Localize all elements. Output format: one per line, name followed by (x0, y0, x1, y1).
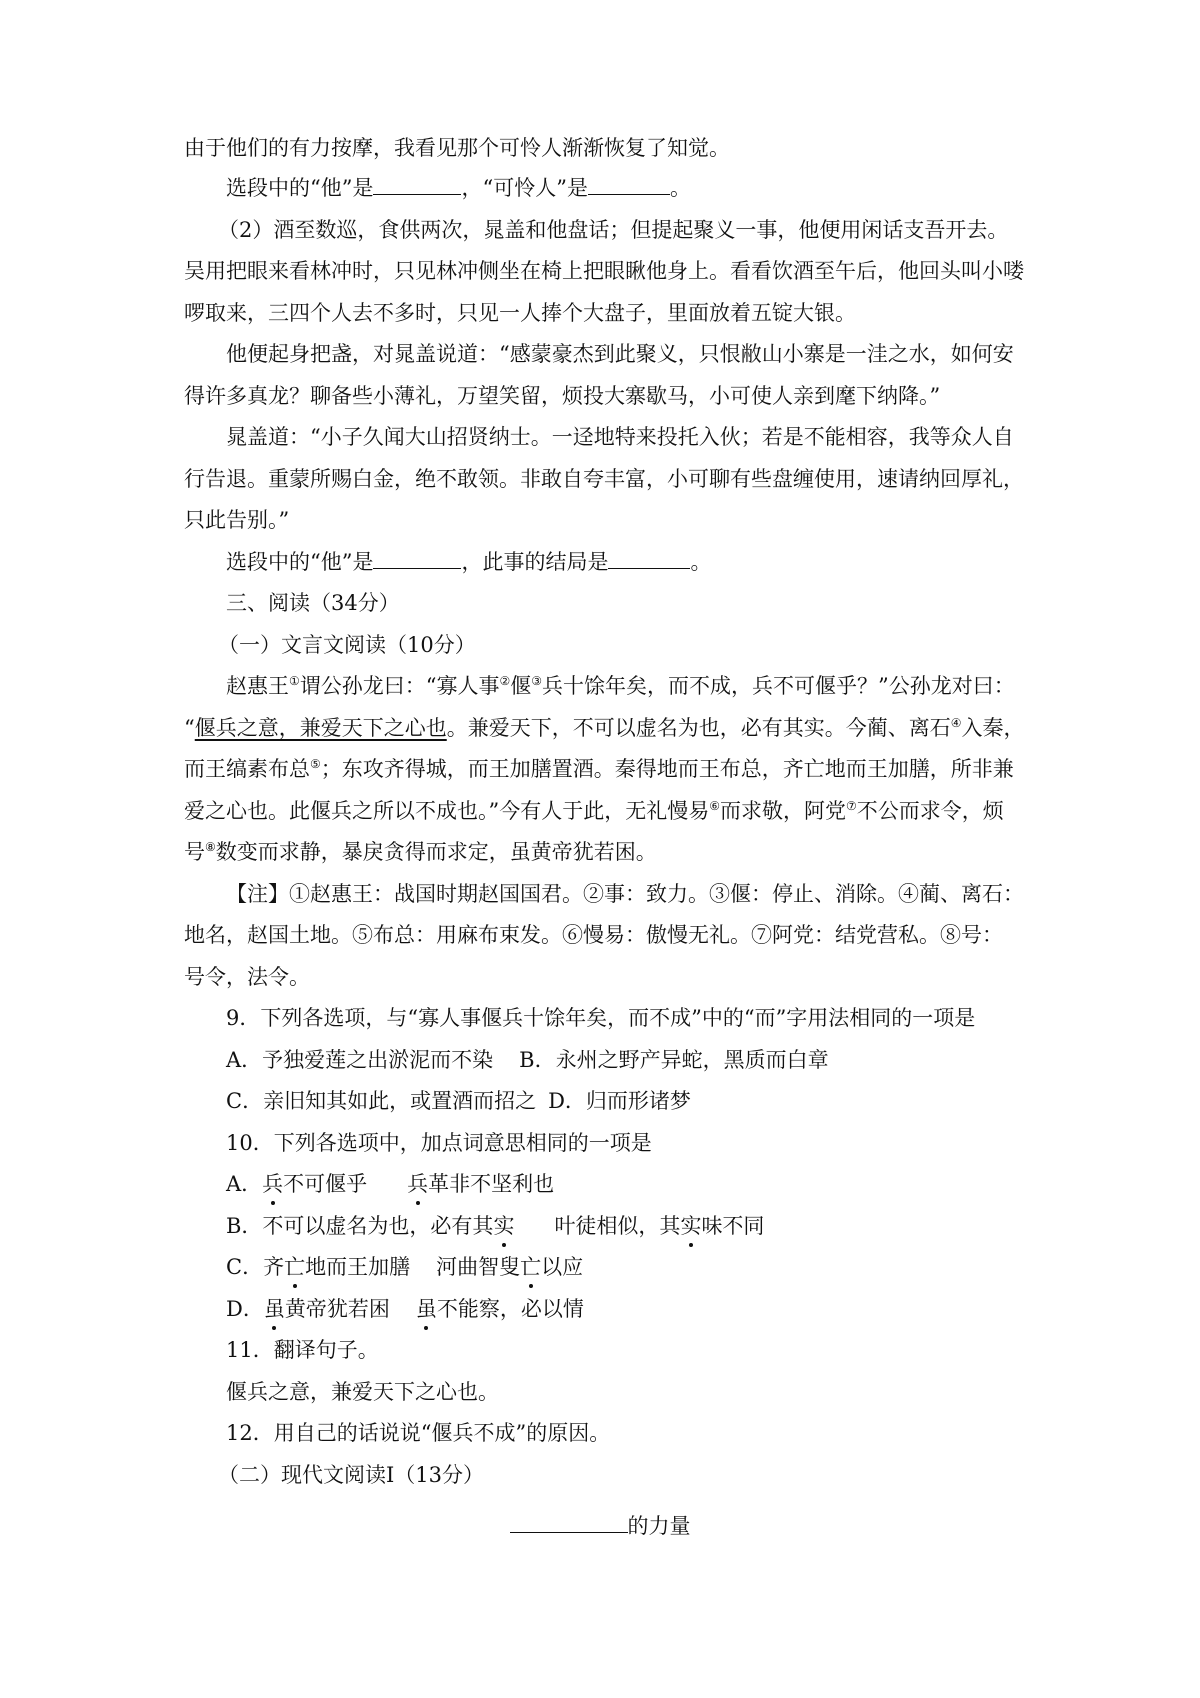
translate-sentence: 偃兵之意，兼爱天下之心也。 (226, 1380, 499, 1404)
option-b[interactable]: B．永州之野产异蛇，黑质而白章 (519, 1048, 829, 1072)
classical-text-line: 号⑧数变而求静，暴戾贪得而求定，虽黄帝犹若困。 (184, 840, 657, 864)
notes-line: 地名，赵国土地。⑤布总：用麻布束发。⑥慢易：傲慢无礼。⑦阿党：结党营私。⑧号： (184, 923, 1003, 947)
option-a[interactable]: A．予独爱莲之出淤泥而不染 (226, 1048, 494, 1072)
text-line: 他便起身把盏，对晁盖说道：“感蒙豪杰到此聚义，只恨敝山小寨是一洼之水，如何安 (226, 342, 1014, 366)
text-line: 行告退。重蒙所赐白金，绝不敢领。非敢自夸丰富，小可聊有些盘缠使用，速请纳回厚礼， (184, 467, 1024, 491)
question-fill-line: 选段中的“他”是 ，“可怜人”是 。 (226, 176, 691, 200)
text-line: 由于他们的有力按摩，我看见那个可怜人渐渐恢复了知觉。 (184, 136, 730, 160)
option-b[interactable]: B．不可以虚名为也，必有其实 叶徒相似，其实味不同 (226, 1214, 765, 1238)
answer-blank[interactable] (373, 174, 461, 195)
subsection-heading: （一）文言文阅读（10分） (218, 633, 476, 657)
question-stem: 11．翻译句子。 (226, 1338, 379, 1362)
text-line: （2）酒至数巡，食供两次，晁盖和他盘话；但提起聚义一事，他便用闲话支吾开去。 (218, 218, 1009, 242)
option-c[interactable]: C．齐亡地而王加膳 河曲智叟亡以应 (226, 1255, 584, 1279)
text-line: 吴用把眼来看林冲时，只见林冲侧坐在椅上把眼瞅他身上。看看饮酒至午后，他回头叫小喽 (184, 259, 1024, 283)
option-a[interactable]: A．兵不可偃乎 兵革非不坚利也 (226, 1172, 555, 1196)
text-line: 只此告别。” (184, 508, 290, 532)
answer-blank[interactable] (608, 548, 690, 569)
section-heading: 三、阅读（34分） (226, 591, 400, 615)
title-blank[interactable] (510, 1512, 628, 1533)
classical-text-line: 赵惠王①谓公孙龙曰：“寡人事②偃③兵十馀年矣，而不成，兵不可偃乎？”公孙龙对曰： (226, 674, 1015, 698)
classical-text-line: 爱之心也。此偃兵之所以不成也。”今有人于此，无礼慢易⑥而求敬，阿党⑦不公而求令，烦 (184, 799, 1004, 823)
question-stem: 10．下列各选项中，加点词意思相同的一项是 (226, 1131, 652, 1155)
option-d[interactable]: D．虽黄帝犹若困 虽不能察，必以情 (226, 1297, 584, 1321)
question-stem: 12．用自己的话说说“偃兵不成”的原因。 (226, 1421, 611, 1445)
underlined-sentence: 偃兵之意，兼爱天下之心也 (194, 716, 447, 740)
classical-text-line: 而王缟素布总⑤；东攻齐得城，而王加膳置酒。秦得地而王布总，齐亡地而王加膳，所非兼 (184, 757, 1014, 781)
question-fill-line: 选段中的“他”是 ，此事的结局是 。 (226, 550, 712, 574)
answer-blank[interactable] (373, 548, 461, 569)
notes-line: 【注】①赵惠王：战国时期赵国国君。②事：致力。③偃：停止、消除。④蔺、离石： (226, 882, 1024, 906)
option-c[interactable]: C．亲旧知其如此，或置酒而招之 (226, 1089, 537, 1113)
text-line: 晁盖道：“小子久闻大山招贤纳士。一迳地特来投托入伙；若是不能相容，我等众人自 (226, 425, 1014, 449)
classical-text-line: “偃兵之意，兼爱天下之心也。兼爱天下，不可以虚名为也，必有其实。今蔺、离石④入秦， (184, 716, 1025, 740)
text-line: 得许多真龙？聊备些小薄礼，万望笑留，烦投大寨歇马，小可使人亲到麾下纳降。” (184, 384, 941, 408)
answer-blank[interactable] (588, 174, 670, 195)
option-d[interactable]: D．归而形诸梦 (548, 1089, 691, 1113)
question-stem: 9．下列各选项，与“寡人事偃兵十馀年矣，而不成”中的“而”字用法相同的一项是 (226, 1006, 976, 1030)
subsection-heading: （二）现代文阅读Ⅰ（13分） (218, 1463, 485, 1487)
question-options (226, 1087, 1076, 1115)
question-options (226, 1046, 1076, 1074)
article-title: 的力量 (0, 1512, 1200, 1540)
notes-line: 号令，法令。 (184, 965, 310, 989)
text-line: 啰取来，三四个人去不多时，只见一人捧个大盘子，里面放着五锭大银。 (184, 301, 856, 325)
